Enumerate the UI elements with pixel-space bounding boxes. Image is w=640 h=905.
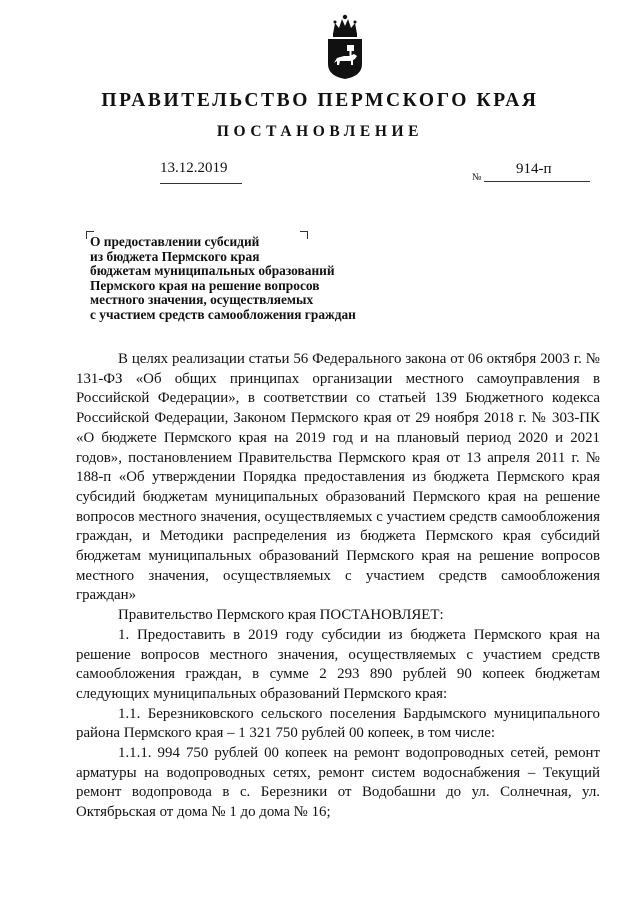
- subject-line: местного значения, осуществляемых: [90, 292, 314, 308]
- coat-of-arms-emblem: [324, 14, 366, 80]
- number-underline: [484, 181, 590, 182]
- subject-line: с участием средств самообложения граждан: [90, 306, 356, 322]
- document-date: 13.12.2019: [160, 160, 228, 176]
- subject-line: бюджетам муниципальных образований: [90, 263, 335, 279]
- subject-line: из бюджета Пермского края: [90, 248, 260, 264]
- subject-line: О предоставлении субсидий: [90, 234, 260, 249]
- resolution-statement: Правительство Пермского края ПОСТАНОВЛЯЕТ:: [118, 607, 444, 624]
- organization-title: ПРАВИТЕЛЬСТВО ПЕРМСКОГО КРАЯ: [101, 90, 539, 111]
- preamble-paragraph: В целях реализации статьи 56 Федерального закона от 06 октября 2003 г. № 131-ФЗ «Об общих принципах организации местного самоуправления в Российской Федерации», в соответствии со статьей 139 Бюджетного кодекса Российской Федерации, Законом Пермского края от 29 ноября 2018 г. № 303-ПК «О бюджете Пермского края на 2019 год и на плановый период 2020 и 2021 годов», постановлением Правительства Пермского края от 13 апреля 2011 г. № 188-п «Об утверждении Порядка предоставления из бюджета Пермского края субсидий бюджетам муниципальных образований Пермского края на решение вопросов местного значения, осуществляемых с участием средств самообложения граждан, и Методики распределения из бюджета Пермского края субсидий бюджетам муниципальных образований Пермского края на решение вопросов местного значения, осуществляемых с участием средств самообложения граждан»: [76, 351, 600, 604]
- date-underline: [160, 183, 242, 184]
- document-number: 914-п: [516, 161, 552, 177]
- document-type: ПОСТАНОВЛЕНИЕ: [216, 123, 424, 140]
- document-body: [76, 350, 600, 823]
- clause-1: 1. Предоставить в 2019 году субсидии из бюджета Пермского края на решение вопросов местного значения, осуществляемых с участием средств самообложения граждан, в сумме 2 293 890 рублей 90 копеек бюджетам следующих муниципальных образований Пермского края:: [76, 626, 600, 702]
- clause-1-1-1: 1.1.1. 994 750 рублей 00 копеек на ремонт водопроводных сетей, ремонт арматуры на водопроводных сетях, ремонт систем водоснабжения – Текущий ремонт водопровода в с. Березники от Водобашни до ул. Солнечная, ул. Октябрьская от дома № 1 до дома № 16;: [76, 745, 600, 821]
- subject-line: Пермского края на решение вопросов: [90, 277, 320, 293]
- document-subject: [90, 235, 356, 323]
- number-sign: №: [472, 172, 482, 183]
- clause-1-1: 1.1. Березниковского сельского поселения Бардымского муниципального района Пермского края – 1 321 750 рублей 00 копеек, в том числе:: [76, 705, 600, 742]
